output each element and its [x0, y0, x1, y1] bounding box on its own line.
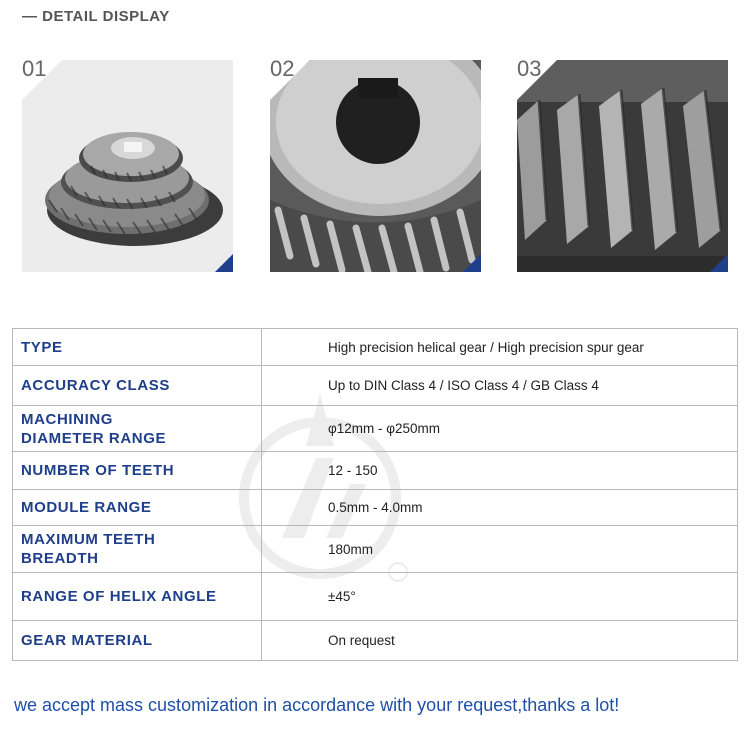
spec-value: 180mm: [262, 526, 738, 573]
spec-value: On request: [262, 621, 738, 661]
gallery-card-2[interactable]: [270, 58, 481, 272]
gallery-card-3[interactable]: [517, 58, 728, 272]
spec-key: ACCURACY CLASS: [13, 366, 262, 406]
section-title: — DETAIL DISPLAY: [22, 8, 170, 25]
table-row: [13, 406, 738, 452]
table-row: [13, 526, 738, 573]
table-row: [13, 366, 738, 406]
corner-accent: [710, 254, 728, 272]
detail-gallery: [22, 58, 728, 272]
spec-value: 12 - 150: [262, 452, 738, 490]
spec-value: ±45°: [262, 573, 738, 621]
spec-key: [13, 406, 262, 452]
spec-key-line: MAXIMUM TEETH: [21, 531, 156, 548]
spec-key-line: BREADTH: [21, 550, 99, 567]
table-row: [13, 329, 738, 366]
card-number: 03: [517, 56, 542, 81]
table-row: [13, 490, 738, 526]
corner-accent: [215, 254, 233, 272]
spec-key: NUMBER OF TEETH: [13, 452, 262, 490]
gallery-card-1[interactable]: [22, 58, 233, 272]
table-row: [13, 621, 738, 661]
spec-key: GEAR MATERIAL: [13, 621, 262, 661]
table-row: [13, 452, 738, 490]
spec-value: φ12mm - φ250mm: [262, 406, 738, 452]
spec-value: Up to DIN Class 4 / ISO Class 4 / GB Class 4: [262, 366, 738, 406]
spec-key-line: DIAMETER RANGE: [21, 429, 167, 447]
spec-key: MODULE RANGE: [13, 490, 262, 526]
spec-key-line: MACHINING: [21, 410, 114, 428]
spec-table: [12, 328, 738, 661]
spec-value: High precision helical gear / High precision spur gear: [262, 329, 738, 366]
spec-key: RANGE OF HELIX ANGLE: [13, 573, 262, 621]
card-number: 01: [22, 56, 47, 81]
card-number: 02: [270, 56, 295, 81]
table-row: [13, 573, 738, 621]
footer-message: we accept mass customization in accordance with your request,thanks a lot!: [14, 695, 620, 715]
corner-accent: [463, 254, 481, 272]
spec-value: 0.5mm - 4.0mm: [262, 490, 738, 526]
spec-key: [13, 526, 262, 573]
spec-key: TYPE: [13, 329, 262, 366]
